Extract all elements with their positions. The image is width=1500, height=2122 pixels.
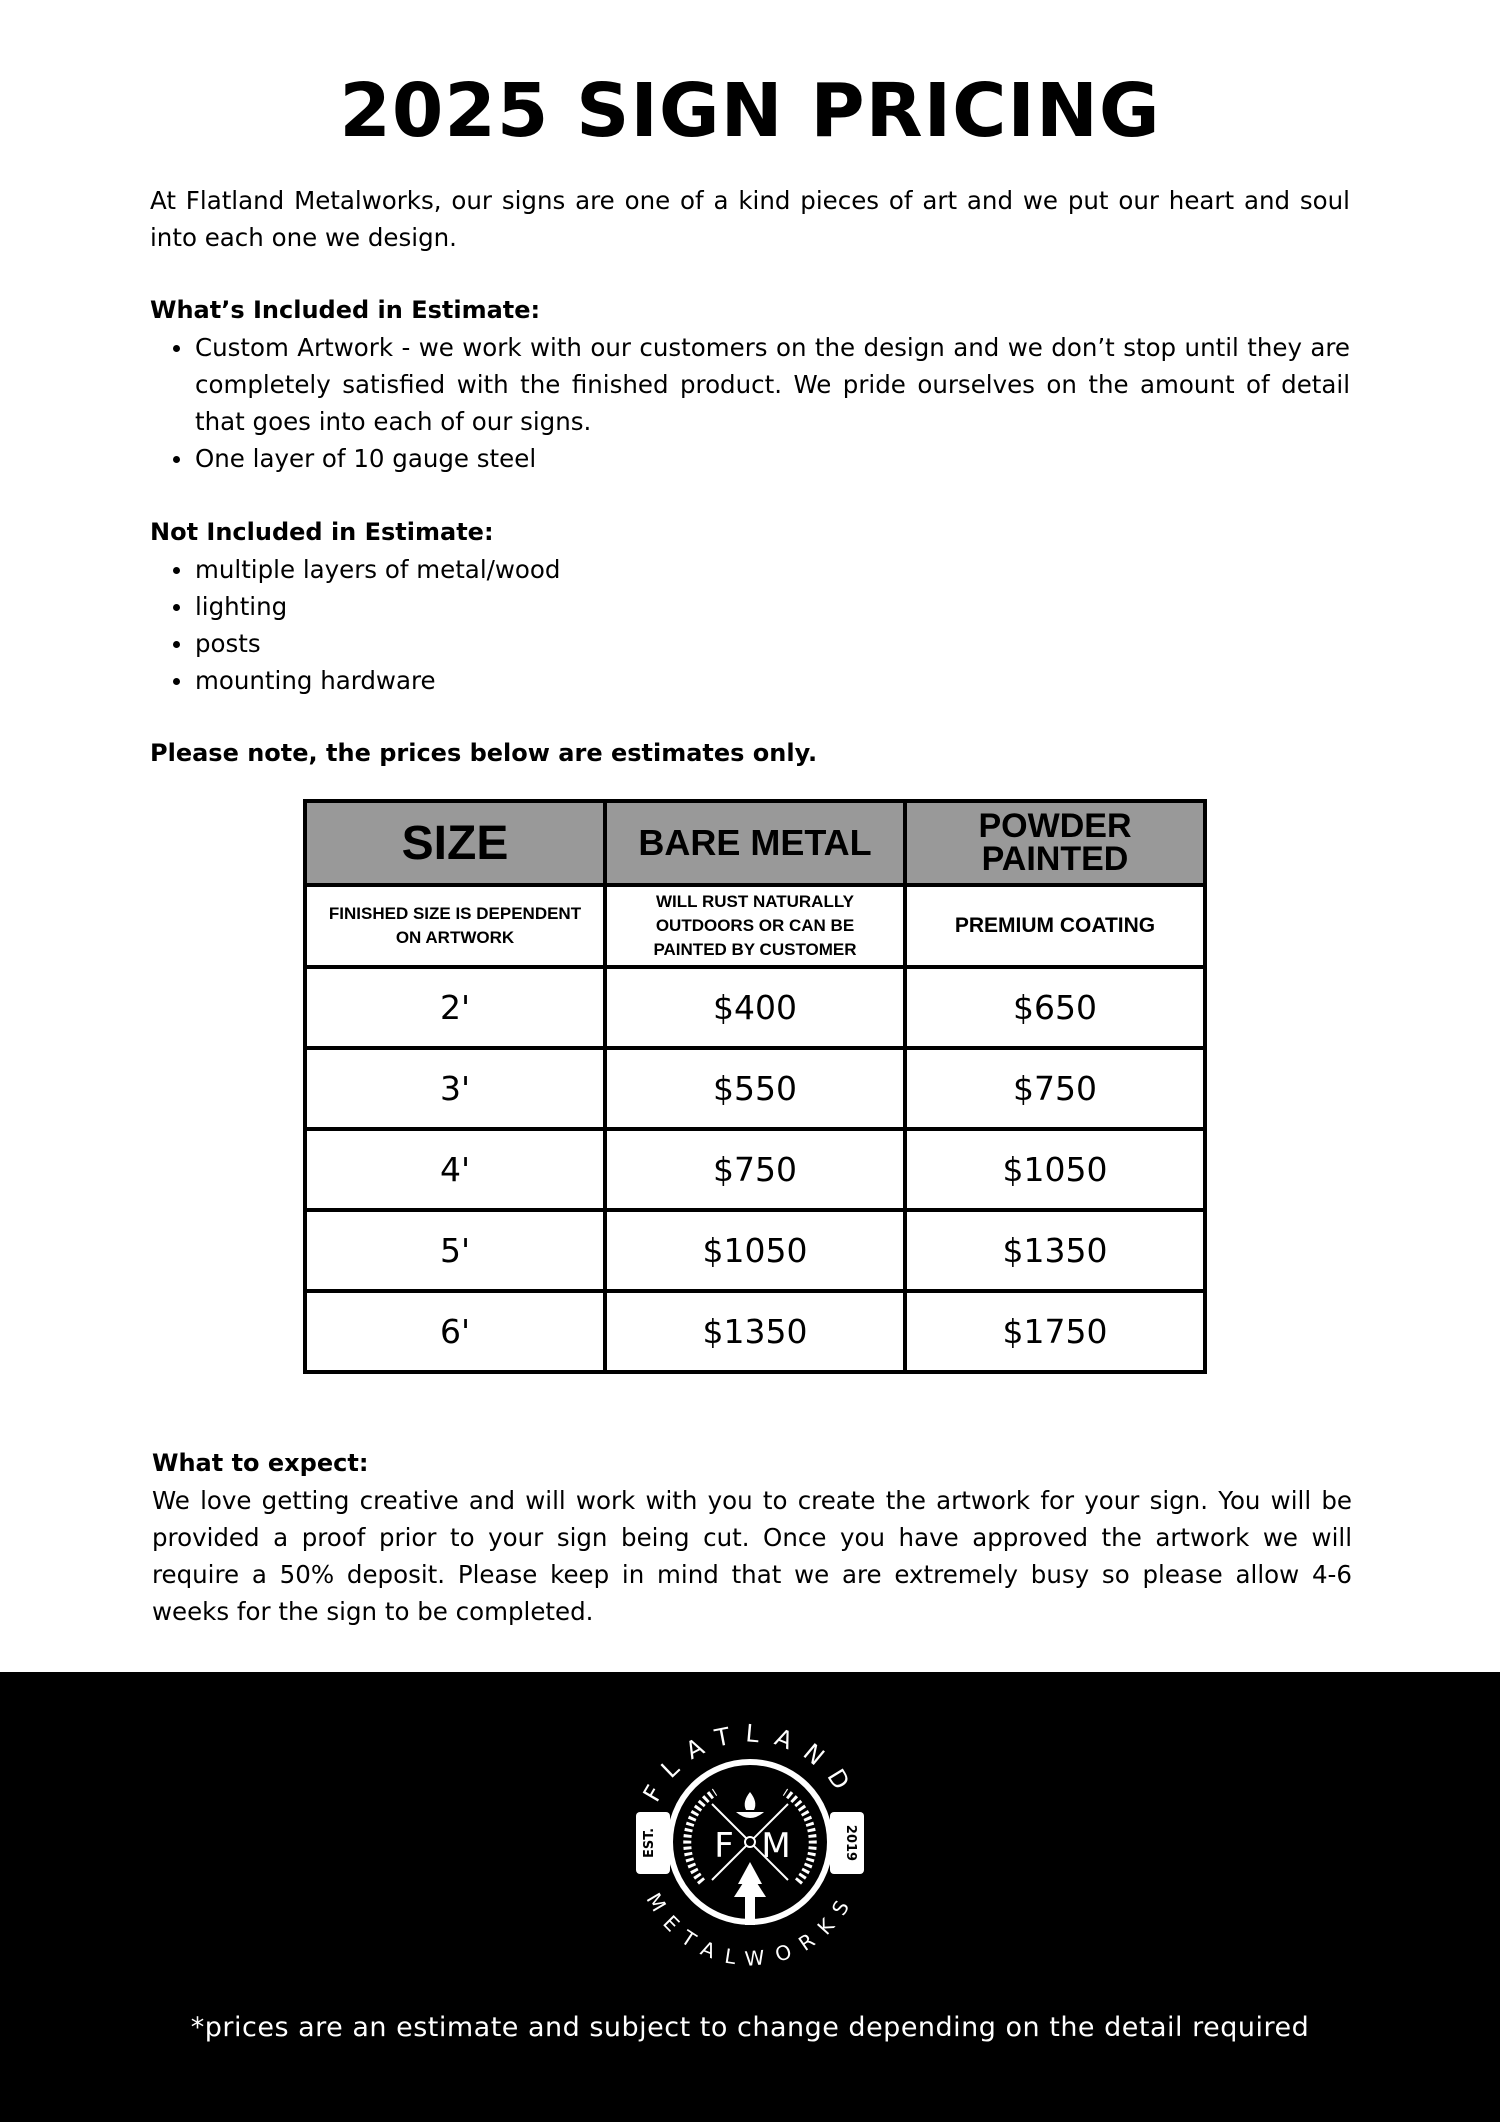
list-item: Custom Artwork - we work with our customers on the design and we don’t stop until they are completely satisfied with the finished product. We pride ourselves on the amount of detail that goes into each of our signs.: [195, 329, 1350, 440]
bare-metal-price: $750: [605, 1129, 905, 1210]
expect-heading: What to expect:: [152, 1449, 369, 1477]
powder-painted-price: $1750: [905, 1291, 1205, 1372]
logo-top-text: FLATLAND: [637, 1719, 863, 1807]
subheader-powder-painted: PREMIUM COATING: [905, 885, 1205, 967]
logo-est-text: EST.: [642, 1827, 657, 1859]
header-powder-painted: [905, 801, 1205, 885]
not-included-section: [150, 514, 1350, 699]
list-item: posts: [195, 625, 1350, 662]
bare-metal-price: $1050: [605, 1210, 905, 1291]
size-cell: 4': [305, 1129, 605, 1210]
subheader-bare-metal-label: WILL RUST NATURALLY OUTDOORS OR CAN BE PAINTED BY CUSTOMER: [653, 892, 857, 959]
included-heading: What’s Included in Estimate:: [150, 296, 541, 324]
logo-monogram-f: F: [714, 1826, 734, 1866]
what-to-expect-section: [152, 1445, 1352, 1630]
not-included-heading: Not Included in Estimate:: [150, 518, 494, 546]
footer: [0, 1672, 1500, 2122]
expect-body: We love getting creative and will work with you to create the artwork for your sign. You will be provided a proof prior to your sign being cut. Once you have approved the artwork we will require a 50% deposit. Please keep in mind that we are extremely busy so please allow 4-6 weeks for the sign to be completed.: [152, 1486, 1352, 1626]
table-row: [305, 1048, 1205, 1129]
pricing-table: [303, 799, 1207, 1374]
included-section: [150, 292, 1350, 477]
list-item: mounting hardware: [195, 662, 1350, 699]
not-included-list: [150, 551, 1350, 699]
header-size: SIZE: [305, 801, 605, 885]
table-row: [305, 967, 1205, 1048]
logo-monogram-m: M: [761, 1826, 791, 1866]
header-powder-painted-label: POWDER PAINTED: [978, 807, 1132, 878]
subheader-bare-metal: [605, 885, 905, 967]
bare-metal-price: $400: [605, 967, 905, 1048]
included-list: [150, 329, 1350, 477]
size-cell: 3': [305, 1048, 605, 1129]
header-bare-metal: BARE METAL: [605, 801, 905, 885]
table-subheader-row: [305, 885, 1205, 967]
logo-year-text: 2019: [843, 1824, 858, 1862]
estimate-note: Please note, the prices below are estimates only.: [150, 739, 818, 767]
size-cell: 2': [305, 967, 605, 1048]
powder-painted-price: $1350: [905, 1210, 1205, 1291]
page-title: 2025 SIGN PRICING: [339, 68, 1161, 154]
table-header-row: [305, 801, 1205, 885]
subheader-size-label: FINISHED SIZE IS DEPENDENT ON ARTWORK: [328, 904, 582, 947]
bare-metal-price: $550: [605, 1048, 905, 1129]
logo-bottom-text: METALWORKS: [641, 1888, 859, 1971]
list-item: One layer of 10 gauge steel: [195, 440, 1350, 477]
table-row: [305, 1129, 1205, 1210]
table-row: [305, 1291, 1205, 1372]
intro-paragraph: At Flatland Metalworks, our signs are one of a kind pieces of art and we put our heart and soul into each one we design.: [150, 186, 1350, 252]
table-row: [305, 1210, 1205, 1291]
list-item: lighting: [195, 588, 1350, 625]
size-cell: 5': [305, 1210, 605, 1291]
bare-metal-price: $1350: [605, 1291, 905, 1372]
powder-painted-price: $650: [905, 967, 1205, 1048]
size-cell: 6': [305, 1291, 605, 1372]
powder-painted-price: $750: [905, 1048, 1205, 1129]
subheader-size: [305, 885, 605, 967]
flatland-metalworks-logo-icon: [620, 1712, 880, 1972]
pricing-disclaimer: *prices are an estimate and subject to change depending on the detail required: [190, 2012, 1310, 2043]
list-item: multiple layers of metal/wood: [195, 551, 1350, 588]
powder-painted-price: $1050: [905, 1129, 1205, 1210]
